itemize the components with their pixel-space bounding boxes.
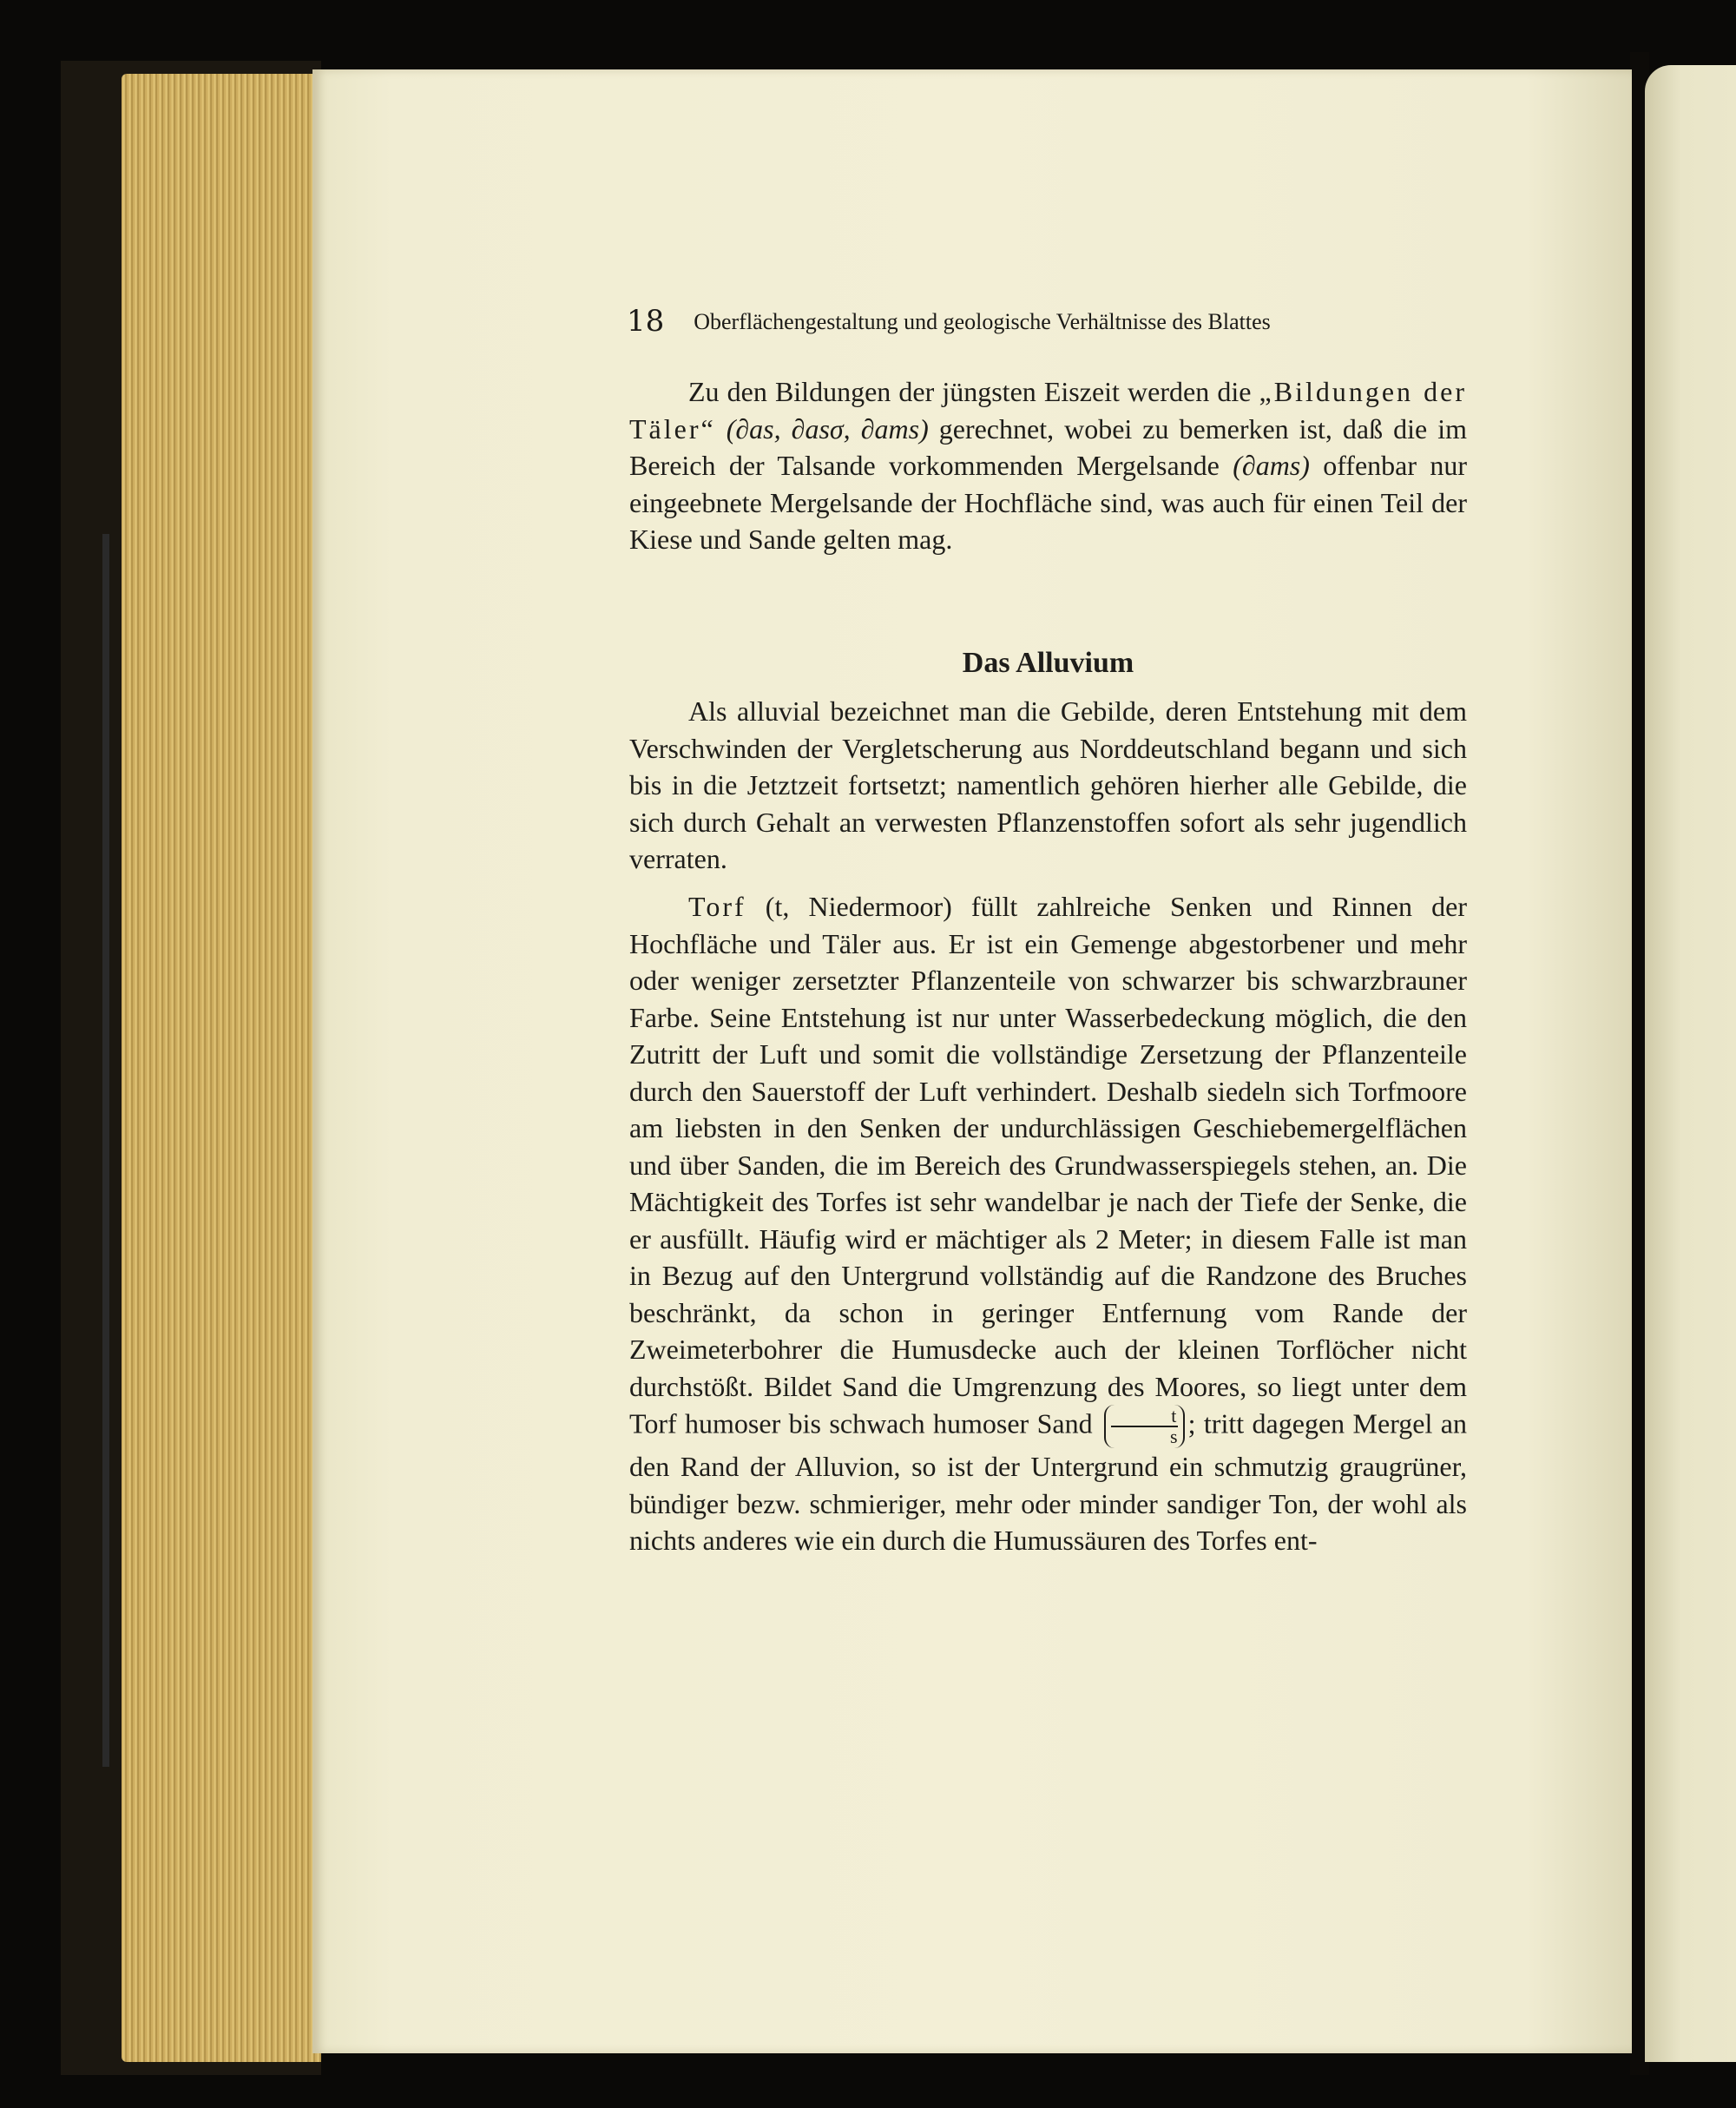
paragraph-3 (629, 888, 1467, 1559)
para3-text-a: (t, Niedermoor) füllt zahlreiche Senken und Rinnen der Hochfläche und Täler aus. Er ist ein Gemenge abgestorbener und mehr oder weniger zersetzter Pflanzenteile von schwarzer bis schwarzbrauner Farbe. Seine Entstehung ist nur unter Wasserbedeckung möglich, die den Zutritt der Luft und somit die vollständige Zersetzung der Pflanzenteile durch den Sauerstoff der Luft verhindert. Deshalb siedeln sich Torfmoore am liebsten in den Senken der undurchlässigen Geschiebemergelflächen und über Sanden, die im Bereich des Grundwasserspiegels stehen, an. Die Mächtigkeit des Torfes ist sehr wandelbar je nach der Tiefe der Senke, die er ausfüllt. Häufig wird er mächtiger als 2 Meter; in diesem Falle ist man in Bezug auf den Untergrund vollständig auf die Randzone des Bruches beschränkt, da schon in geringer Entfernung vom Rande der Zweimeterbohrer die Humusdecke auch der kleinen Torflöcher nicht durchstößt. Bildet Sand die Umgrenzung des Moores, so liegt unter dem Torf humoser bis schwach humoser Sand (629, 891, 1467, 1439)
spaced-term-torf: Torf (688, 891, 746, 922)
running-header (627, 304, 1451, 347)
para1-text-c: offenbar nur eingeebnete Mergelsande der Hochfläche sind, was auch für einen Teil der Kiese und Sande gelten mag. (629, 450, 1468, 555)
spine-mark (102, 534, 109, 1767)
symbols-das: (∂as, ∂asσ, ∂ams) (715, 412, 939, 445)
paragraph-1 (629, 373, 1467, 558)
symbol-dams: (∂ams) (1233, 450, 1310, 481)
fraction-denominator: s (1170, 1426, 1178, 1447)
para3-text-b: ; tritt dagegen Mergel an den Rand der Alluvion, so ist der Untergrund ein schmutzig graugrüner, bündiger bezw. schmieriger, mehr oder minder sandiger Ton, der wohl als nichts anderes wie ein durch die Humussäuren des Torfes ent- (629, 1407, 1467, 1556)
fraction-numerator: t (1111, 1406, 1178, 1427)
para1-text-b: gerechnet, wobei zu bemerken ist, daß die im Bereich der Talsande vorkommenden Mergelsande (629, 412, 1468, 481)
fraction-t-over-s (1104, 1405, 1185, 1448)
right-page-edge (1645, 65, 1736, 2062)
running-title: Oberflächengestaltung und geologische Verhältnisse des Blattes (694, 309, 1271, 334)
paragraph-2 (629, 693, 1467, 878)
page-edges (122, 74, 321, 2062)
spaced-term-bildungen: „Bildungen der Täler“ (629, 376, 1468, 445)
para2-text: Als alluvial bezeichnet man die Gebilde, deren Entstehung mit dem Verschwinden der Vergletscherung aus Norddeutschland begann und sich bis in die Jetztzeit fortsetzt; namentlich gehören hierher alle Gebilde, die sich durch Gehalt an verwesten Pflanzenstoffen sofort als sehr jugendlich verraten. (629, 695, 1467, 874)
section-heading: Das Alluvium (962, 647, 1134, 679)
page-number: 18 (627, 304, 665, 339)
para1-text-a: Zu den Bildungen der jüngsten Eiszeit werden die (688, 376, 1259, 407)
